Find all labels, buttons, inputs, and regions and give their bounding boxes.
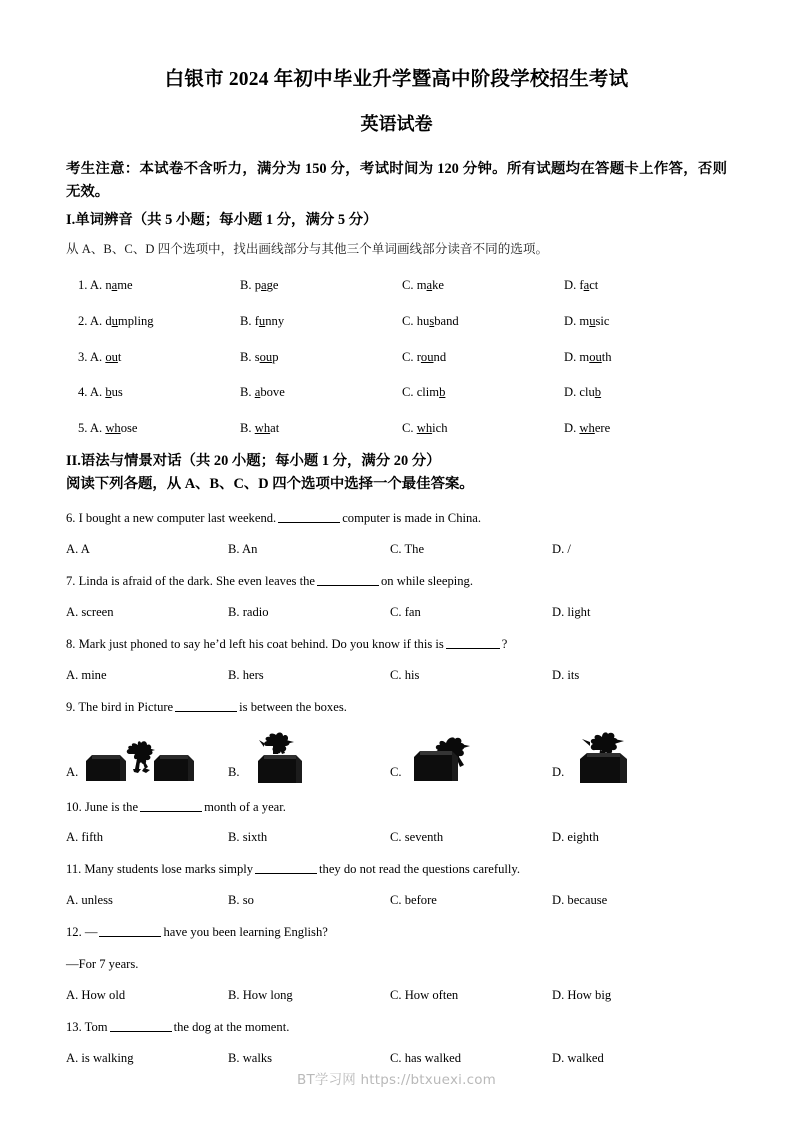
option-d[interactable]: D. because (552, 893, 608, 908)
option-c[interactable]: C. before (390, 893, 437, 908)
underlined-part: b (105, 385, 112, 400)
option-a[interactable]: A. screen (66, 604, 114, 619)
option-letter: C. (390, 764, 402, 779)
option-c[interactable]: C. climb (402, 385, 446, 400)
option-c[interactable]: C. seventh (390, 830, 444, 845)
option-a[interactable]: A. A (66, 542, 90, 557)
underlined-part: u (111, 313, 118, 328)
question-reply-12: —For 7 years. (66, 956, 139, 971)
answer-blank[interactable] (255, 873, 317, 874)
option-d[interactable]: D. music (564, 313, 610, 328)
bird-behind-box-icon (408, 735, 480, 789)
option-a[interactable]: A. How old (66, 987, 126, 1002)
option-d[interactable]: D. club (564, 385, 602, 400)
option-d[interactable]: D. How big (552, 987, 612, 1002)
option-a[interactable]: 3. A. out (78, 349, 122, 364)
underlined-part: a (261, 277, 267, 292)
question-options-6 (66, 528, 727, 559)
underlined-part: ou (259, 349, 273, 364)
option-d[interactable]: D. light (552, 604, 591, 619)
picture-option-c[interactable] (390, 727, 552, 789)
answer-blank[interactable] (110, 1031, 172, 1032)
question-stem-7: 7. Linda is afraid of the dark. She even leaves the on while sleeping. (66, 574, 473, 589)
underlined-part: b (439, 385, 446, 400)
underlined-part: a (254, 385, 261, 400)
word-discrimination-row (66, 295, 727, 331)
underlined-part: u (589, 313, 596, 328)
question-stem-6: 6. I bought a new computer last weekend. computer is made in China. (66, 511, 482, 526)
footer-watermark: BT学习网 https://btxuexi.com (296, 1072, 497, 1088)
option-c[interactable]: C. has walked (390, 1050, 461, 1065)
option-b[interactable]: B. soup (240, 349, 279, 364)
option-d[interactable]: D. walked (552, 1050, 604, 1065)
word-discrimination-row (66, 402, 727, 438)
underlined-part: a (583, 277, 590, 292)
underlined-part: ou (589, 349, 602, 364)
exam-notice: 考生注意：本试卷不含听力，满分为 150 分，考试时间为 120 分钟。所有试题均在答题卡上作答，否则无效。 (66, 160, 727, 201)
option-c[interactable]: C. fan (390, 604, 421, 619)
question-stem-13: 13. Tom the dog at the moment. (66, 1019, 290, 1034)
answer-blank[interactable] (446, 648, 500, 649)
question-options-13 (66, 1037, 727, 1068)
underlined-part: a (111, 277, 118, 292)
option-b[interactable]: B. How long (228, 987, 293, 1002)
word-discrimination-row (66, 331, 727, 367)
word-discrimination-row (66, 366, 727, 402)
option-c[interactable]: C. make (402, 277, 444, 292)
underlined-part: wh (254, 421, 271, 436)
section-heading-2: II.语法与情景对话（共 20 小题；每小题 1 分，满分 20 分） (66, 453, 441, 470)
question-stem-11: 11. Many students lose marks simply they do not read the questions carefully. (66, 862, 521, 877)
option-c[interactable]: C. round (402, 349, 447, 364)
underlined-part: a (426, 277, 433, 292)
underlined-part: b (594, 385, 602, 400)
section-instruction-2: 阅读下列各题，从 A、B、C、D 四个选项中选择一个最佳答案。 (66, 476, 474, 493)
option-b[interactable]: B. above (240, 385, 285, 400)
page-subtitle: 英语试卷 (360, 114, 433, 135)
option-b[interactable]: B. radio (228, 604, 269, 619)
option-b[interactable]: B. funny (240, 313, 285, 328)
picture-option-a[interactable] (66, 727, 228, 789)
underlined-part: wh (416, 421, 433, 436)
option-d[interactable]: D. fact (564, 277, 599, 292)
option-a[interactable]: A. unless (66, 893, 113, 908)
picture-option-d[interactable] (552, 727, 636, 789)
option-a[interactable]: 2. A. dumpling (78, 313, 154, 328)
option-letter: B. (228, 764, 240, 779)
bird-above-box-icon (246, 731, 308, 789)
bird-on-box-icon (570, 731, 636, 789)
question-picture-options-9 (66, 717, 727, 789)
picture-option-b[interactable] (228, 727, 390, 789)
question-stem-9: 9. The bird in Picture is between the boxes. (66, 699, 347, 714)
option-b[interactable]: B. sixth (228, 830, 268, 845)
answer-blank[interactable] (140, 811, 202, 812)
option-a[interactable]: A. is walking (66, 1050, 134, 1065)
option-b[interactable]: B. so (228, 893, 254, 908)
bird-between-two-boxes-icon (84, 739, 196, 789)
option-c[interactable]: C. How often (390, 987, 459, 1002)
question-options-8 (66, 654, 727, 685)
option-a[interactable]: A. mine (66, 667, 107, 682)
option-b[interactable]: B. what (240, 421, 280, 436)
question-stem-12: 12. — have you been learning English? (66, 925, 328, 940)
option-a[interactable]: 1. A. name (78, 277, 133, 292)
answer-blank[interactable] (99, 936, 161, 937)
question-options-12 (66, 974, 727, 1005)
option-c[interactable]: C. The (390, 542, 425, 557)
answer-blank[interactable] (175, 711, 237, 712)
option-b[interactable]: B. hers (228, 667, 264, 682)
underlined-part: ou (105, 349, 118, 364)
option-b[interactable]: B. page (240, 277, 279, 292)
question-stem-8: 8. Mark just phoned to say he’d left his coat behind. Do you know if this is ? (66, 636, 508, 651)
option-d[interactable]: D. mouth (564, 349, 612, 364)
option-letter: D. (552, 764, 565, 779)
option-d[interactable]: D. where (564, 421, 611, 436)
option-c[interactable]: C. his (390, 667, 420, 682)
question-options-11 (66, 879, 727, 910)
option-letter: A. (66, 764, 79, 779)
underlined-part: ou (420, 349, 434, 364)
option-b[interactable]: B. An (228, 542, 258, 557)
option-a[interactable]: A. fifth (66, 830, 104, 845)
question-stem-10: 10. June is the month of a year. (66, 799, 286, 814)
option-d[interactable]: D. eighth (552, 830, 599, 845)
option-b[interactable]: B. walks (228, 1050, 273, 1065)
option-c[interactable]: C. which (402, 421, 448, 436)
question-options-10 (66, 816, 727, 847)
section-heading-1: I.单词辨音（共 5 小题；每小题 1 分，满分 5 分） (66, 211, 378, 228)
option-a[interactable]: 4. A. bus (78, 385, 123, 400)
section-instruction-1: 从 A、B、C、D 四个选项中，找出画线部分与其他三个单词画线部分读音不同的选项。 (66, 241, 549, 256)
page-title: 白银市 2024 年初中毕业升学暨高中阶段学校招生考试 (164, 69, 629, 90)
answer-blank[interactable] (317, 585, 379, 586)
underlined-part: u (258, 313, 266, 328)
underlined-part: wh (105, 421, 121, 436)
option-c[interactable]: C. husband (402, 313, 459, 328)
answer-blank[interactable] (278, 522, 340, 523)
word-discrimination-row (66, 259, 727, 295)
option-d[interactable]: D. its (552, 667, 580, 682)
option-d[interactable]: D. / (552, 542, 571, 557)
question-options-7 (66, 591, 727, 622)
underlined-part: s (429, 313, 435, 328)
option-a[interactable]: 5. A. whose (78, 421, 138, 436)
underlined-part: wh (579, 421, 595, 436)
